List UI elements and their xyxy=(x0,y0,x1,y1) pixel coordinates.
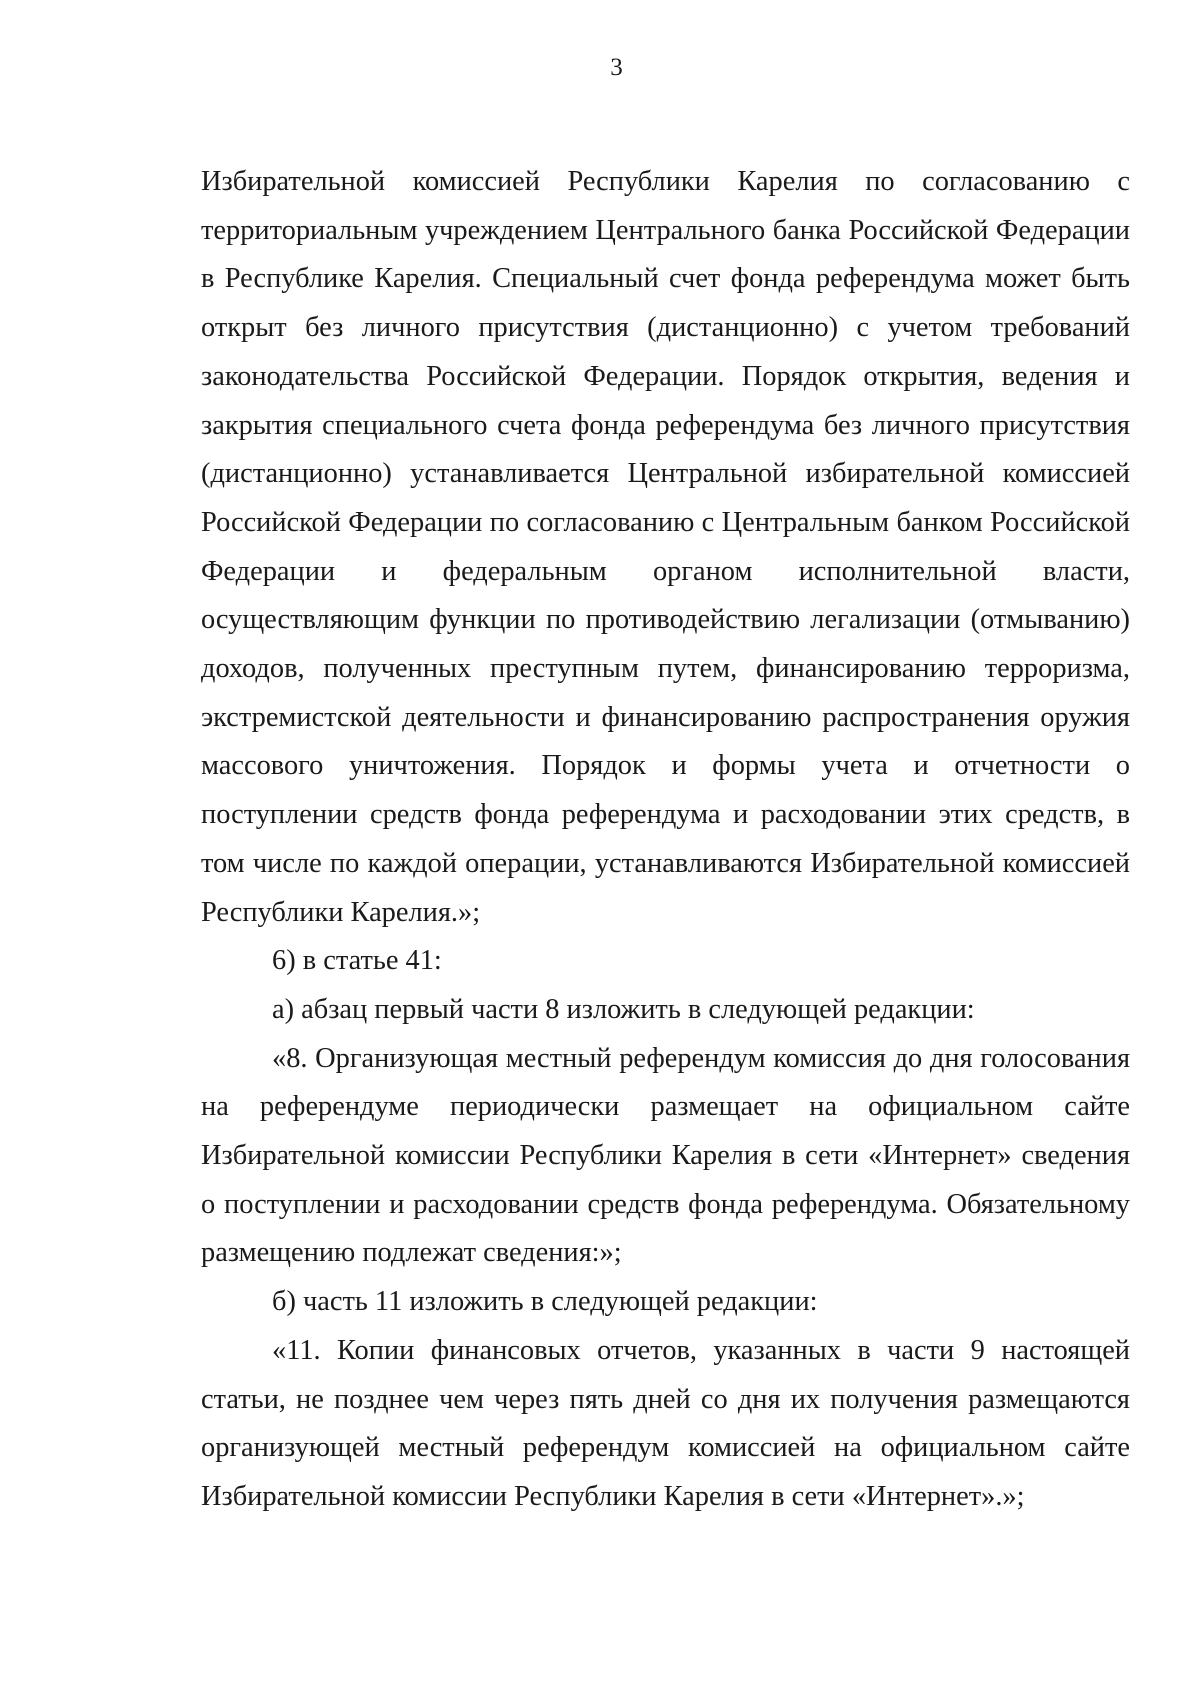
paragraph-part-8-text: «8. Организующая местный референдум комиссия до дня голосования на референдуме периодически размещает на официальном сайте Избирательной комиссии Республики Карелия в сети «Интернет» сведения о поступлении и расходовании средств фонда референдума. Обязательному размещению подлежат сведения:»; xyxy=(201,1042,1130,1269)
paragraph-continuation: Избирательной комиссией Республики Карелия по согласованию с территориальным учреждением Центрального банка Российской Федерации в Республике Карелия. Специальный счет фонда референдума может быть открыт без личного присутствия (дистанционно) с учетом требований законодательства Российской Федерации. Порядок открытия, ведения и закрытия специального счета фонда референдума без личного присутствия (дистанционно) устанавливается Центральной избирательной комиссией Российской Федерации по согласованию с Центральным банком Российской Федерации и федеральным органом исполнительной власти, осуществляющим функции по противодействию легализации (отмыванию) доходов, полученных преступным путем, финансированию терроризма, экстремистской деятельности и финансированию распространения оружия массового уничтожения. Порядок и формы учета и отчетности о поступлении средств фонда референдума и расходовании этих средств, в том числе по каждой операции, устанавливаются Избирательной комиссией Республики Карелия.»; xyxy=(201,166,1130,928)
page-number: 3 xyxy=(610,54,623,81)
paragraph-item-article-41: 6) в статье 41: xyxy=(272,945,442,977)
paragraph-subitem-a: а) абзац первый части 8 изложить в следующей редакции: xyxy=(272,993,975,1025)
paragraph-subitem-b: б) часть 11 изложить в следующей редакции: xyxy=(272,1286,818,1318)
paragraph-part-11-text: «11. Копии финансовых отчетов, указанных в части 9 настоящей статьи, не позднее чем через пять дней со дня их получения размещаются организующей местный референдум комиссией на официальном сайте Избирательной комиссии Республики Карелия в сети «Интернет».»; xyxy=(201,1334,1130,1512)
document-body xyxy=(201,158,1130,1522)
